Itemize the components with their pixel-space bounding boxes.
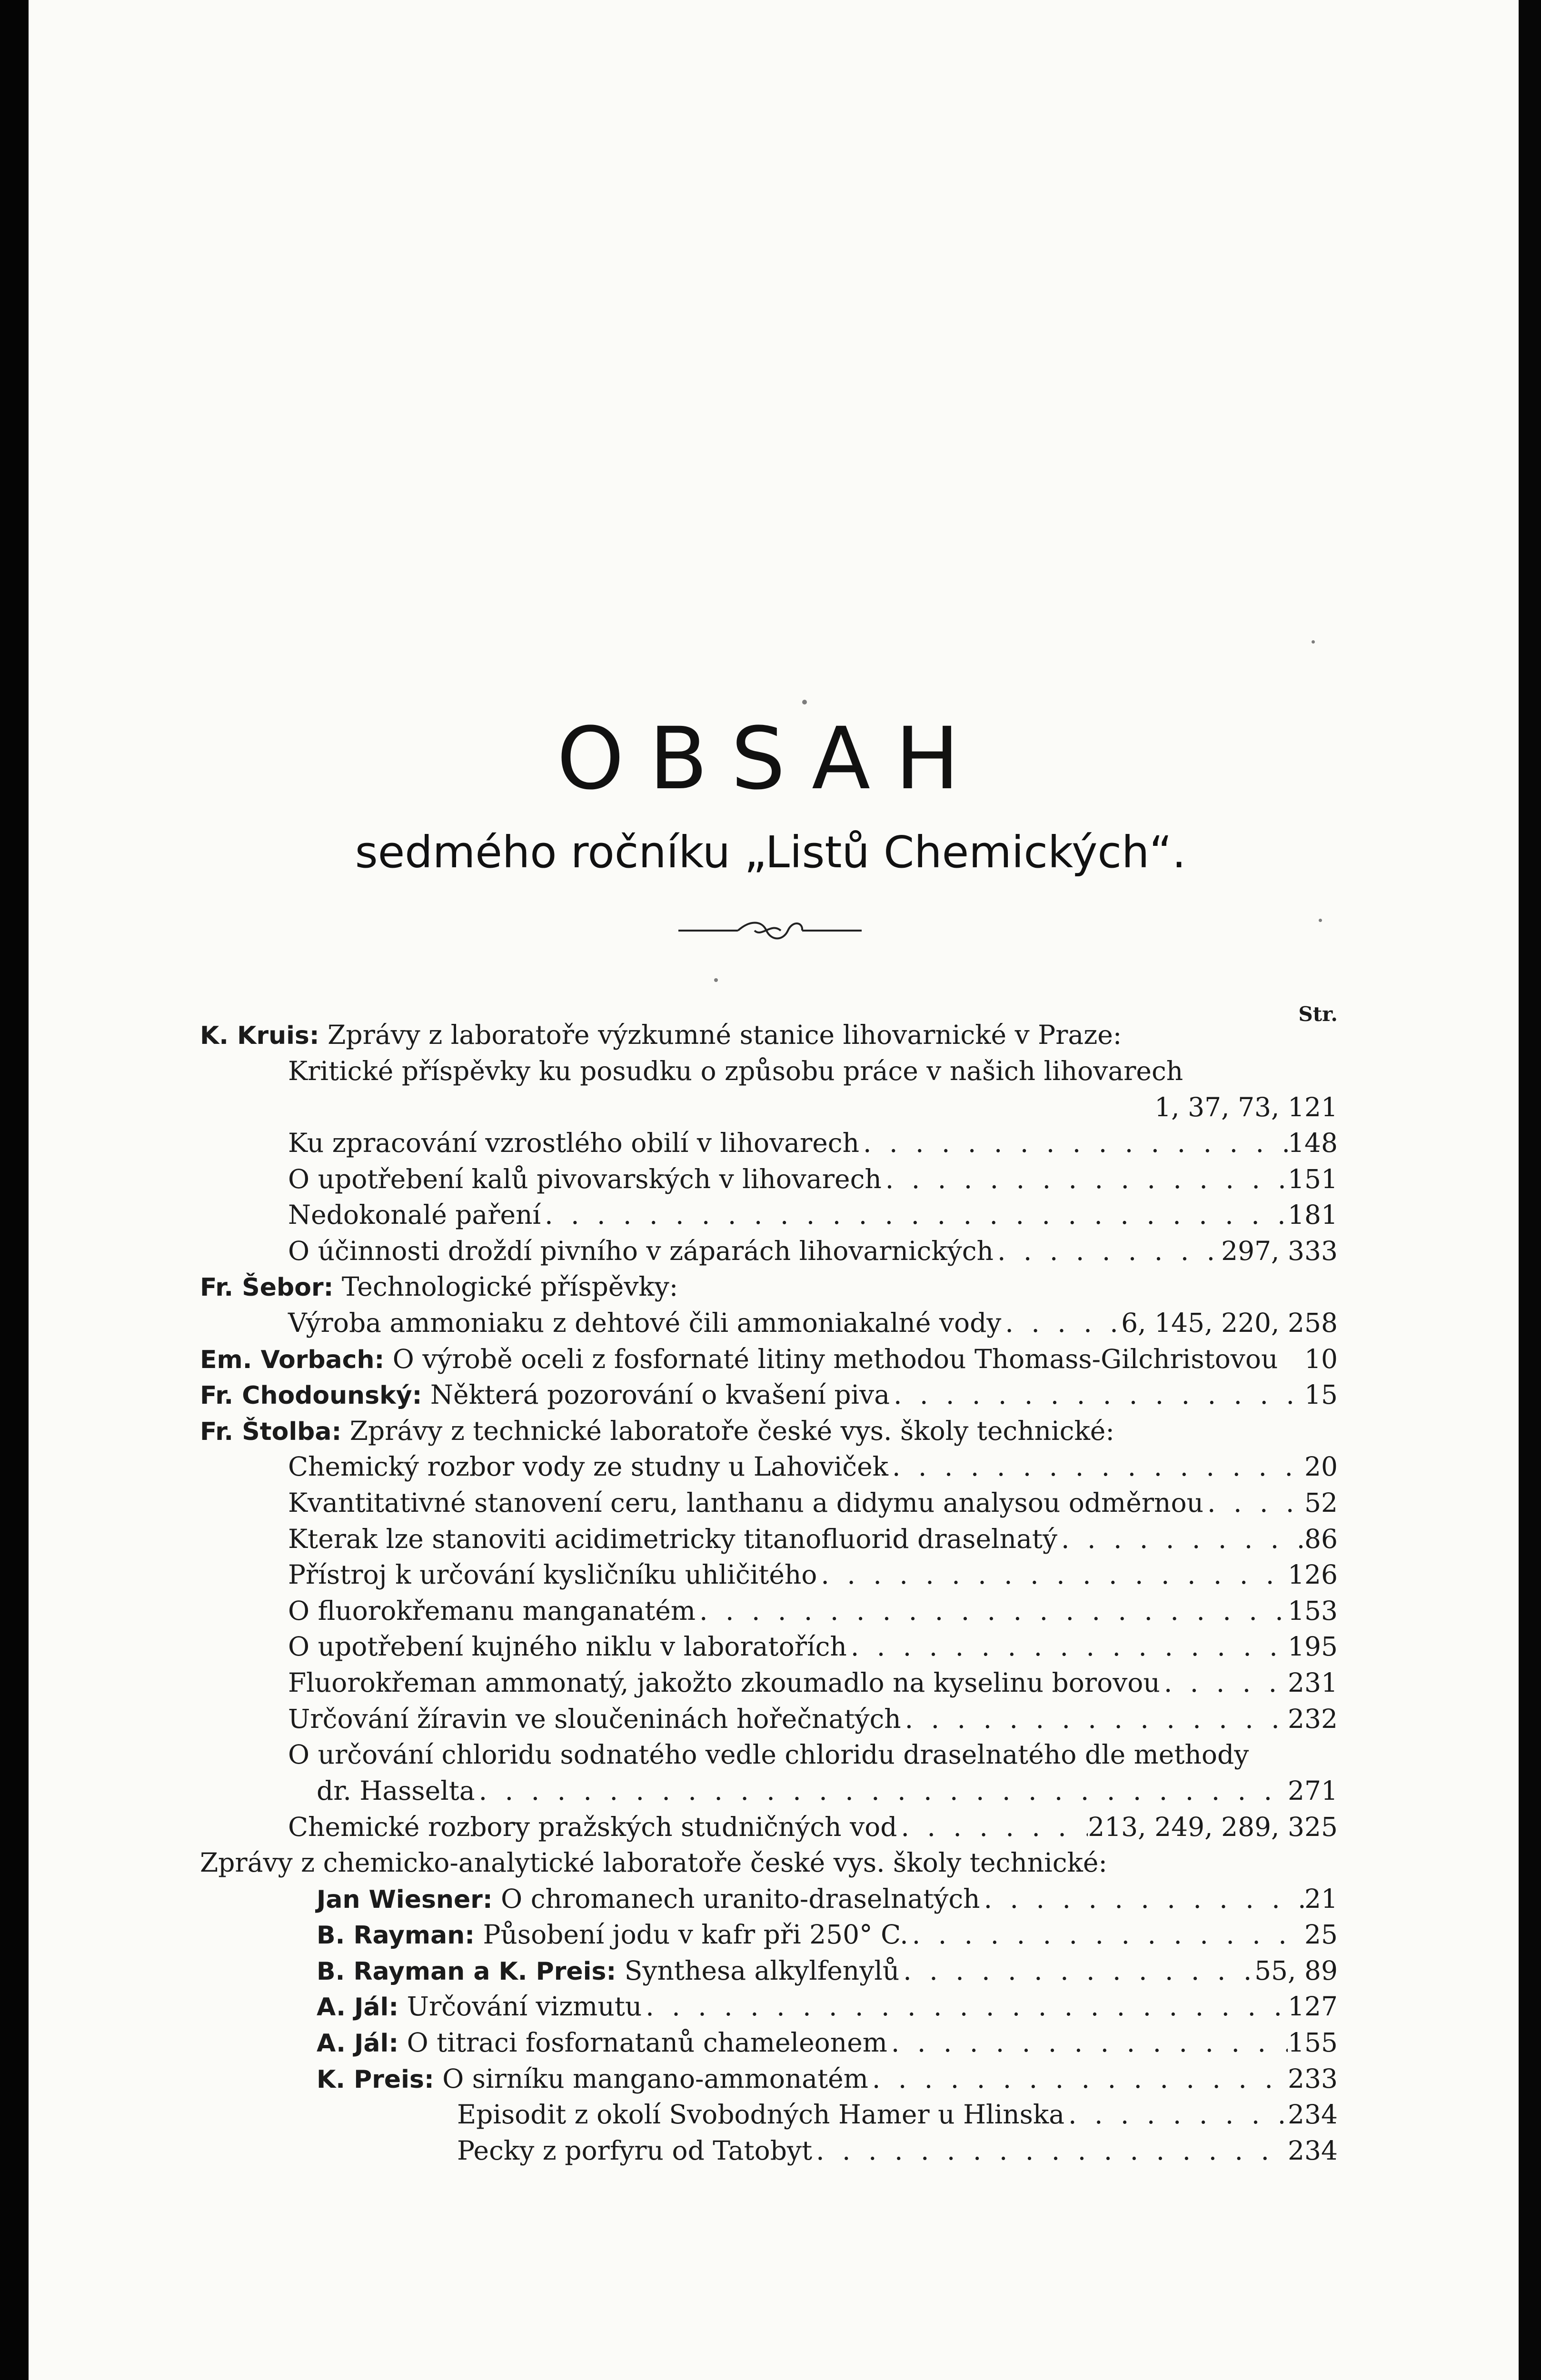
toc-entry-leader — [868, 2061, 1288, 2097]
toc-author: Fr. Štolba: — [200, 1418, 342, 1446]
toc-author: K. Preis: — [317, 2065, 434, 2094]
toc-entry-leader — [1001, 1305, 1121, 1341]
toc-entry-pages: 126 — [1288, 1559, 1338, 1590]
toc-entry-pages: 21 — [1304, 1884, 1338, 1914]
toc-entry-pages: 181 — [1288, 1200, 1338, 1230]
toc-entry-pages: 86 — [1304, 1524, 1338, 1554]
toc-author: Jan Wiesner: — [317, 1885, 493, 1914]
toc-entry-title: O výrobě oceli z fosfornaté litiny methodou Thomass-Gilchristovou — [392, 1344, 1278, 1374]
toc-entry-pages-line — [1095, 1089, 1338, 1125]
toc-entry — [288, 1521, 1338, 1557]
toc-section-title: Zprávy z technické laboratoře české vys. školy technické: — [349, 1416, 1114, 1446]
toc-entry-leader — [994, 1233, 1221, 1269]
toc-entry-title-continued: dr. Hasselta — [317, 1775, 475, 1806]
toc-author: A. Jál: — [317, 2029, 399, 2058]
toc-entry — [457, 2132, 1338, 2169]
toc-entry-title: Nedokonalé paření — [288, 1200, 541, 1230]
toc-entry-leader — [888, 1448, 1304, 1485]
page-title: OBSAH — [557, 709, 984, 809]
toc-entry-title: O určování chloridu sodnatého vedle chloridu draselnatého dle methody — [288, 1739, 1249, 1770]
toc-entry — [317, 1953, 1338, 1989]
ornament-divider-icon — [678, 916, 862, 945]
toc-entry-pages: 1, 37, 73, 121 — [1154, 1092, 1338, 1122]
paper-speck — [1319, 919, 1322, 922]
toc-section-header — [200, 1269, 1338, 1305]
toc-entry-title: Výroba ammoniaku z dehtové čili ammoniakalné vody — [288, 1308, 1002, 1338]
toc-entry-pages: 52 — [1304, 1488, 1338, 1518]
toc-entry-title: O fluorokřemanu manganatém — [288, 1596, 696, 1626]
toc-entry-leader — [1203, 1485, 1304, 1521]
toc-entry-pages: 231 — [1288, 1667, 1338, 1698]
toc-entry-pages: 155 — [1288, 2027, 1338, 2058]
toc-entry — [288, 1125, 1338, 1161]
toc-entry-leader — [812, 2132, 1288, 2169]
toc-entry-title: Působení jodu v kafr při 250° C. — [483, 1919, 908, 1950]
toc-entry-continued — [317, 1773, 1338, 1809]
toc-section-header — [200, 1017, 1338, 1053]
toc-entry — [288, 1448, 1338, 1485]
toc-entry-pages: 151 — [1288, 1164, 1338, 1194]
toc-entry-pages: 20 — [1304, 1451, 1338, 1482]
toc-entry-pages: 232 — [1288, 1704, 1338, 1734]
toc-entry-leader — [817, 1557, 1288, 1593]
toc-entry-title: Kritické příspěvky ku posudku o způsobu práce v našich lihovarech — [288, 1056, 1183, 1086]
toc-entry-leader — [1057, 1521, 1304, 1557]
toc-entry-leader — [980, 1881, 1304, 1917]
toc-entry — [317, 1881, 1338, 1917]
toc-entry-leader — [642, 1988, 1288, 2024]
toc-entry-title: O upotřebení kujného niklu v laboratořích — [288, 1631, 847, 1662]
toc-entry-title: Pecky z porfyru od Tatobyt — [457, 2135, 813, 2166]
toc-section-title: Zprávy z chemicko-analytické laboratoře české vys. školy technické: — [200, 1847, 1107, 1878]
toc-entry-title: Chemický rozbor vody ze studny u Lahoviček — [288, 1451, 888, 1482]
toc-entry — [317, 2024, 1338, 2061]
toc-entry-title: Přístroj k určování kysličníku uhličitého — [288, 1559, 817, 1590]
toc-entry-pages: 213, 249, 289, 325 — [1088, 1812, 1338, 1842]
toc-entry-title: Fluorokřeman ammonatý, jakožto zkoumadlo na kyselinu borovou — [288, 1667, 1160, 1698]
toc-author: Fr. Šebor: — [200, 1273, 334, 1302]
toc-entry-pages: 271 — [1288, 1775, 1338, 1806]
toc-entry-leader — [541, 1197, 1288, 1233]
paper-speck — [1312, 640, 1315, 644]
toc-entry-pages: 297, 333 — [1221, 1236, 1338, 1266]
toc-entry-pages: 55, 89 — [1254, 1955, 1338, 1986]
toc-entry — [288, 1665, 1338, 1701]
toc-entry-title: Kterak lze stanoviti acidimetricky titanofluorid draselnatý — [288, 1524, 1058, 1554]
toc-entry-leader — [882, 1161, 1288, 1197]
toc-entry-title: Episodit z okolí Svobodných Hamer u Hlinska — [457, 2099, 1064, 2130]
toc-entry-leader — [899, 1953, 1254, 1989]
toc-entry-leader — [908, 1916, 1304, 1953]
toc-author: K. Kruis: — [200, 1021, 319, 1050]
toc-entry-leader — [859, 1125, 1288, 1161]
toc-entry-pages: 234 — [1288, 2135, 1338, 2166]
toc-entry-pages: 10 — [1304, 1344, 1338, 1374]
toc-entry — [288, 1809, 1338, 1845]
toc-entry — [457, 2096, 1338, 2132]
page-column-label: Str. — [1298, 1002, 1338, 1026]
toc-entry-pages: 234 — [1288, 2099, 1338, 2130]
toc-author: Em. Vorbach: — [200, 1346, 385, 1374]
toc-entry-pages: 233 — [1288, 2063, 1338, 2094]
toc-entry-pages: 15 — [1304, 1379, 1338, 1410]
toc-entry-leader — [887, 2024, 1288, 2061]
toc-entry — [288, 1701, 1338, 1737]
toc-entry — [288, 1053, 1338, 1089]
toc-entry — [288, 1197, 1338, 1233]
toc-entry-title: O titraci fosfornatanů chameleonem — [407, 2027, 887, 2058]
toc-entry-leader — [696, 1593, 1288, 1629]
toc-entry-title: O chromanech uranito-draselnatých — [501, 1884, 980, 1914]
toc-entry-leader — [847, 1628, 1288, 1665]
toc-section-title: Zprávy z laboratoře výzkumné stanice lihovarnické v Praze: — [328, 1020, 1122, 1050]
page-subtitle: sedmého ročníku „Listů Chemických“. — [355, 827, 1186, 878]
scan-right-edge — [1519, 0, 1541, 2380]
toc-section-title: Technologické příspěvky: — [341, 1271, 678, 1302]
toc-entry — [288, 1593, 1338, 1629]
toc-entry-leader — [1160, 1665, 1288, 1701]
toc-entry — [317, 1916, 1338, 1953]
toc-entry — [288, 1485, 1338, 1521]
toc-entry-title: Chemické rozbory pražských studničných vod — [288, 1812, 897, 1842]
toc-entry-leader — [1064, 2096, 1288, 2132]
toc-entry — [200, 1341, 1338, 1377]
toc-entry-pages: 6, 145, 220, 258 — [1121, 1308, 1338, 1338]
toc-entry-leader — [897, 1809, 1088, 1845]
toc-entry-title: Kvantitativné stanovení ceru, lanthanu a didymu analysou odměrnou — [288, 1488, 1204, 1518]
toc-entry-leader — [901, 1701, 1288, 1737]
toc-entry-title: O sirníku mangano-ammonatém — [442, 2063, 868, 2094]
toc-entry-pages: 127 — [1288, 1991, 1338, 2022]
toc-author: B. Rayman: — [317, 1921, 475, 1950]
toc-entry-leader — [475, 1773, 1288, 1809]
paper-speck — [714, 978, 718, 982]
toc-entry-title: Ku zpracování vzrostlého obilí v lihovarech — [288, 1128, 860, 1158]
scan-left-edge — [0, 0, 29, 2380]
paper-speck — [802, 700, 807, 704]
toc-entry-title: O upotřebení kalů pivovarských v lihovarech — [288, 1164, 882, 1194]
toc-entry-pages: 153 — [1288, 1596, 1338, 1626]
toc-entry-pages: 195 — [1288, 1631, 1338, 1662]
toc-author: B. Rayman a K. Preis: — [317, 1957, 616, 1986]
toc-entry-title: Některá pozorování o kvašení piva — [430, 1379, 890, 1410]
toc-entry-title: Určování žíravin ve sloučeninách hořečnatých — [288, 1704, 901, 1734]
toc-entry — [288, 1305, 1338, 1341]
toc-entry-leader — [890, 1377, 1304, 1413]
toc-entry — [288, 1736, 1338, 1773]
toc-author: Fr. Chodounský: — [200, 1381, 422, 1410]
toc-section-header — [200, 1413, 1338, 1449]
toc-entry — [288, 1557, 1338, 1593]
toc-entry — [288, 1628, 1338, 1665]
toc-entry — [288, 1233, 1338, 1269]
toc-entry — [317, 1988, 1338, 2024]
toc-entry — [317, 2061, 1338, 2097]
toc-section-header — [200, 1844, 1338, 1881]
toc-entry-pages: 25 — [1304, 1919, 1338, 1950]
toc-author: A. Jál: — [317, 1993, 399, 2022]
toc-entry — [288, 1161, 1338, 1197]
toc-entry-title: Určování vizmutu — [407, 1991, 642, 2022]
toc-entry — [200, 1377, 1338, 1413]
toc-entry-title: Synthesa alkylfenylů — [624, 1955, 900, 1986]
toc-entry-title: O účinnosti droždí pivního v záparách lihovarnických — [288, 1236, 994, 1266]
toc-entry-pages: 148 — [1288, 1128, 1338, 1158]
